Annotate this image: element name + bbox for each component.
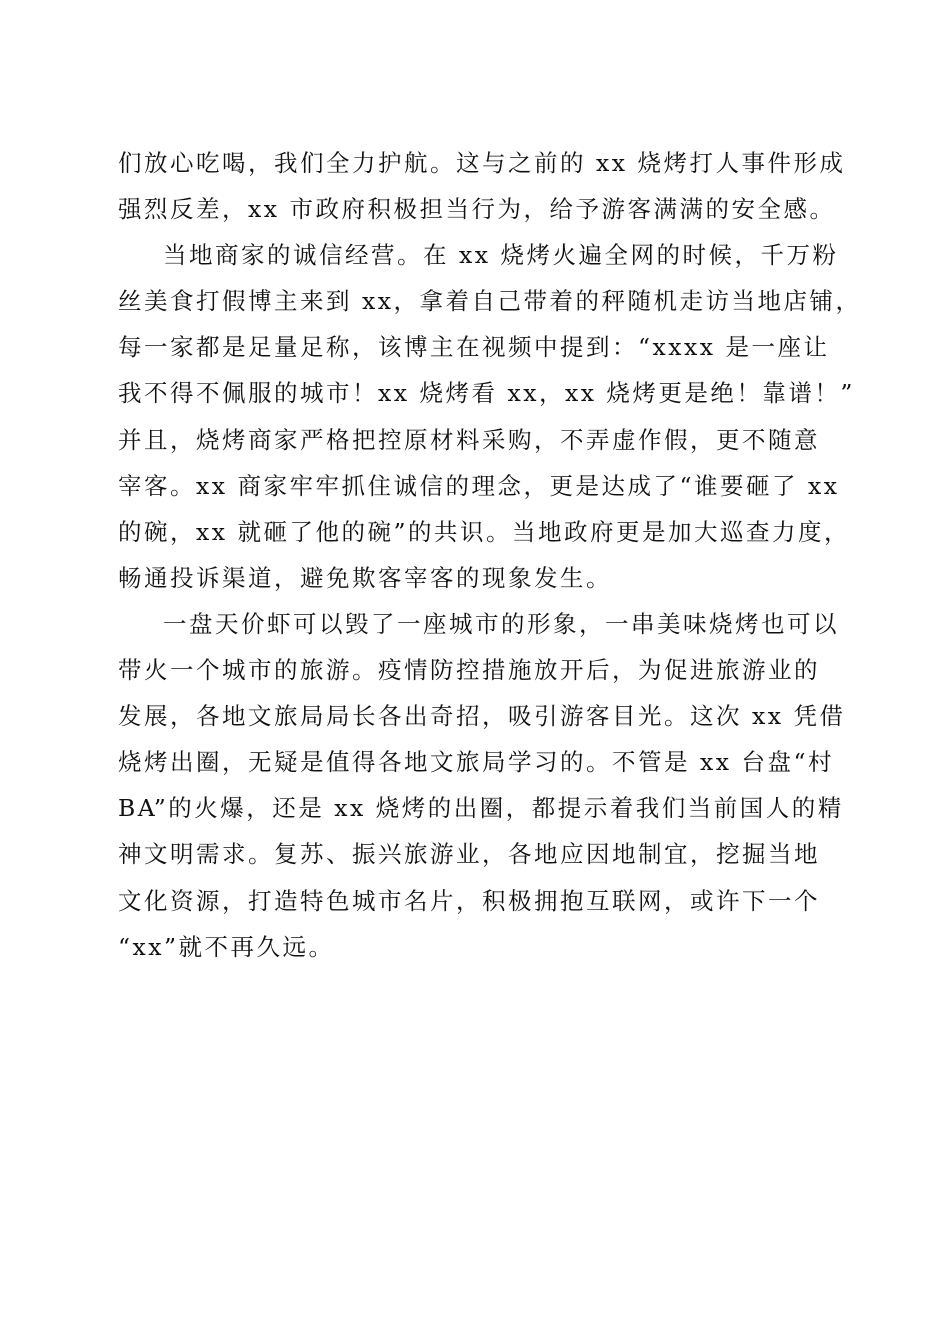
- paragraph-line: “xx”就不再久远。: [118, 932, 335, 961]
- paragraph-line: 畅通投诉渠道，避免欺客宰客的现象发生。: [118, 563, 612, 592]
- paragraph-line: 神文明需求。复苏、振兴旅游业，各地应因地制宜，挖掘当地: [118, 840, 820, 869]
- paragraph-line: 一盘天价虾可以毁了一座城市的形象，一串美味烧烤也可以: [163, 609, 839, 638]
- paragraph-3: [118, 601, 846, 970]
- document-body: [118, 140, 862, 970]
- paragraph-line: 发展，各地文旅局局长各出奇招，吸引游客目光。这次 xx 凭借: [118, 702, 846, 731]
- paragraph-line: 文化资源，打造特色城市名片，积极拥抱互联网，或许下一个: [118, 886, 820, 915]
- paragraph-line: 每一家都是足量足称，该博主在视频中提到：“xxxx 是一座让: [118, 333, 830, 362]
- paragraph-line: 的碗，xx 就砸了他的碗”的共识。当地政府更是加大巡查力度，: [118, 517, 850, 546]
- paragraph-1: [118, 140, 846, 232]
- paragraph-line: 们放心吃喝，我们全力护航。这与之前的 xx 烧烤打人事件形成: [118, 149, 846, 177]
- paragraph-line: 我不得不佩服的城市！xx 烧烤看 xx，xx 烧烤更是绝！靠谱！”: [118, 379, 855, 408]
- paragraph-line: 强烈反差，xx 市政府积极担当行为，给予游客满满的安全感。: [118, 195, 836, 224]
- paragraph-line: 带火一个城市的旅游。疫情防控措施放开后，为促进旅游业的: [118, 656, 820, 685]
- paragraph-line: 当地商家的诚信经营。在 xx 烧烤火遍全网的时候，千万粉: [163, 241, 839, 270]
- paragraph-line: 丝美食打假博主来到 xx，拿着自己带着的秤随机走访当地店铺，: [118, 287, 862, 316]
- paragraph-2: [118, 232, 862, 601]
- paragraph-line: 烧烤出圈，无疑是值得各地文旅局学习的。不管是 xx 台盘“村: [118, 748, 834, 777]
- paragraph-line: 宰客。xx 商家牢牢抓住诚信的理念，更是达成了“谁要砸了 xx: [118, 471, 840, 500]
- paragraph-line: BA”的火爆，还是 xx 烧烤的出圈，都提示着我们当前国人的精: [118, 794, 844, 823]
- paragraph-line: 并且，烧烤商家严格把控原材料采购，不弄虚作假，更不随意: [118, 425, 820, 454]
